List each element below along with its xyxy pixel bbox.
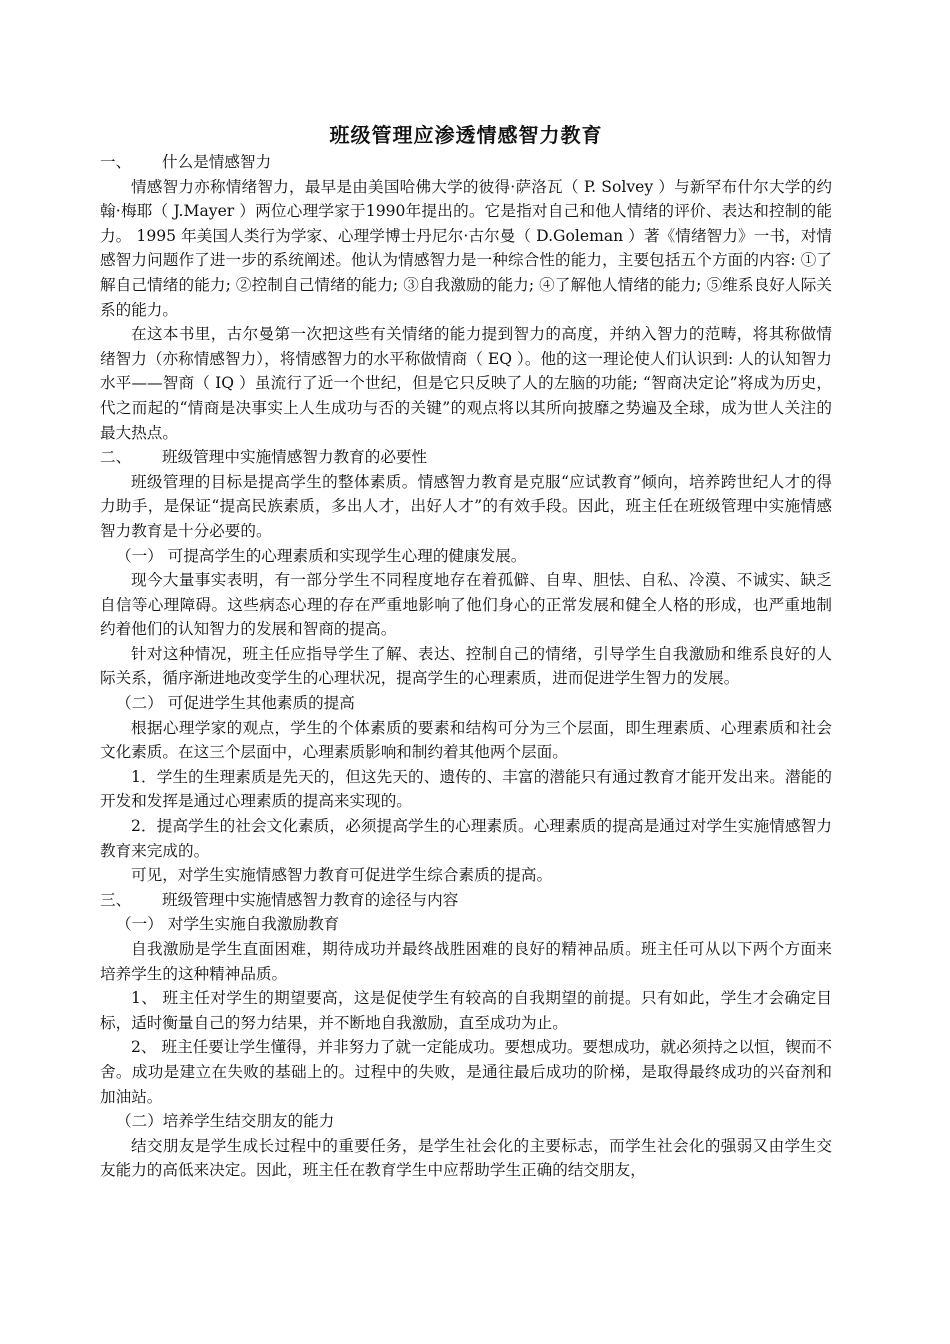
subsection-heading: （二） 可促进学生其他素质的提高 (116, 694, 355, 713)
section-number: 二、 (100, 448, 132, 467)
paragraph: 自我激励是学生直面困难，期待成功并最终战胜困难的良好的精神品质。班主任可从以下两个方面来培养学生的这种精神品质。 (100, 940, 832, 983)
paragraph: 1．学生的生理素质是先天的，但这先天的、遗传的、丰富的潜能只有通过教育才能开发出来。潜能的开发和发挥是通过心理素质的提高来实现的。 (100, 767, 832, 811)
paragraph: 2、 班主任要让学生懂得，并非努力了就一定能成功。要想成功。要想成功，就必须持之以恒，锲而不舍。成功是建立在失败的基础上的。过程中的失败，是通往最后成功的阶梯，是取得最终成功的兴奋剂和加油站。 (100, 1038, 833, 1106)
section-number: 三、 (100, 890, 132, 909)
paragraph: 可见，对学生实施情感智力教育可促进学生综合素质的提高。 (131, 866, 553, 885)
section-number: 一、 (100, 153, 132, 171)
subsection-heading: （一） 可提高学生的心理素质和实现学生心理的健康发展。 (116, 546, 527, 565)
section-heading-text: 什么是情感智力 (162, 153, 272, 171)
paragraph: 在这本书里，古尔曼第一次把这些有关情绪的能力提到智力的高度，并纳入智力的范畴，将其称做情绪智力（亦称情感智力），将情感智力的水平称做情商（ EQ ）。他的这一理论使人们认识到: 人的认知智力水平——智商（ IQ ）虽流行了近一个世纪，但是它只反映了人的左脑的功能; “智商决定论”将成为历史，代之而起的“情商是决事实上人生成功与否的关键”的观点将以其所向披靡之势遍及全球，成为世人关注的最大热点。 (100, 325, 832, 442)
section-heading-text: 班级管理中实施情感智力教育的途径与内容 (162, 890, 459, 909)
paragraph: 结交朋友是学生成长过程中的重要任务，是学生社会化的主要标志，而学生社会化的强弱又由学生交友能力的高低来决定。因此，班主任在教育学生中应帮助学生正确的结交朋友， (100, 1136, 832, 1180)
paragraph: 1、 班主任对学生的期望要高，这是促使学生有较高的自我期望的前提。只有如此，学生才会确定目标，适时衡量自己的努力结果，并不断地自我激励，直至成功为止。 (100, 989, 832, 1032)
paragraph: 根据心理学家的观点，学生的个体素质的要素和结构可分为三个层面，即生理素质、心理素质和社会文化素质。在这三个层面中，心理素质影响和制约着其他两个层面。 (100, 718, 832, 762)
paragraph: 班级管理的目标是提高学生的整体素质。情感智力教育是克服“应试教育”倾向，培养跨世纪人才的得力助手，是保证“提高民族素质，多出人才，出好人才”的有效手段。因此，班主任在班级管理中实施情感智力教育是十分必要的。 (100, 472, 832, 540)
section-heading-2 (100, 445, 832, 470)
section-heading-3 (100, 888, 832, 913)
paragraph: 针对这种情况，班主任应指导学生了解、表达、控制自己的情绪，引导学生自我激励和维系良好的人际关系，循序渐进地改变学生的心理状况，提高学生的心理素质，进而促进学生智力的发展。 (100, 644, 832, 688)
section-heading-1 (100, 150, 832, 175)
paragraph: 现今大量事实表明，有一部分学生不同程度地存在着孤僻、自卑、胆怯、自私、冷漠、不诚实、缺乏自信等心理障碍。这些病态心理的存在严重地影响了他们身心的正常发展和健全人格的形成，也严重地制约着他们的认知智力的发展和智商的提高。 (100, 571, 832, 639)
paragraph: 2．提高学生的社会文化素质，必须提高学生的心理素质。心理素质的提高是通过对学生实施情感智力教育来完成的。 (100, 817, 832, 860)
page-title: 班级管理应渗透情感智力教育 (329, 123, 603, 147)
paragraph: 情感智力亦称情绪智力，最早是由美国哈佛大学的彼得·萨洛瓦（ P. Solvey ）与新罕布什尔大学的约翰·梅耶（ J.Mayer ）两位心理学家于1990年提出的。它是指对自己和他人情绪的评价、表达和控制的能力。 1995 年美国人类行为学家、心理学博士丹尼尔·古尔曼（ D.Goleman ）著《情绪智力》一书，对情感智力问题作了进一步的系统阐述。他认为情感智力是一种综合性的能力，主要包括五个方面的内容: ①了解自己情绪的能力; ②控制自己情绪的能力; ③自我激励的能力; ④了解他人情绪的能力; ⑤维系良好人际关系的能力。 (100, 177, 832, 319)
subsection-heading: （二）培养学生结交朋友的能力 (116, 1112, 335, 1131)
section-heading-text: 班级管理中实施情感智力教育的必要性 (162, 448, 428, 467)
subsection-heading: （一） 对学生实施自我激励教育 (116, 915, 340, 934)
